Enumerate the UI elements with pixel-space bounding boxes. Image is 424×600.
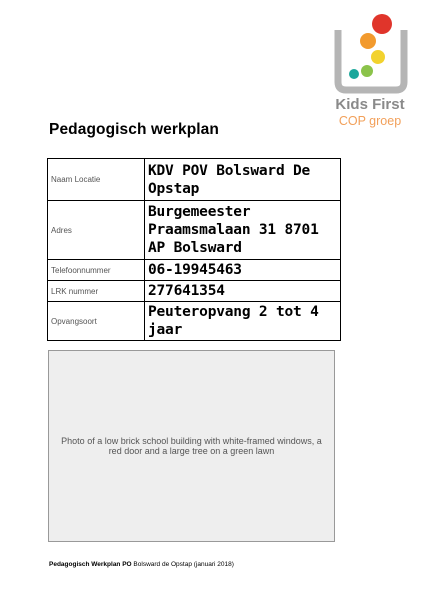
row-value: 06-19945463: [145, 260, 341, 281]
row-label: Naam Locatie: [48, 159, 145, 201]
row-label: Telefoonnummer: [48, 260, 145, 281]
page-footer: [49, 561, 234, 568]
building-photo: [48, 350, 335, 542]
row-value: Peuteropvang 2 tot 4 jaar: [145, 302, 341, 341]
table-row: [48, 260, 341, 281]
row-label: Adres: [48, 201, 145, 260]
row-label: LRK nummer: [48, 281, 145, 302]
row-label: Opvangsoort: [48, 302, 145, 341]
row-value: KDV POV Bolsward De Opstap: [145, 159, 341, 201]
logo-mark-icon: [330, 12, 410, 96]
location-info-table: [47, 158, 341, 341]
logo-subtitle: COP groep: [338, 114, 402, 128]
document-title: Pedagogisch werkplan: [49, 121, 219, 138]
logo-name: Kids First: [335, 96, 405, 113]
footer-bold: Pedagogisch Werkplan PO: [49, 561, 132, 568]
kids-first-logo: [330, 12, 410, 130]
photo-placeholder: Photo of a low brick school building with white-framed windows, a red door and a large tree on a green lawn: [61, 436, 322, 456]
footer-text: Bolsward de Opstap (januari 2018): [133, 561, 234, 568]
table-row: [48, 201, 341, 260]
row-value: Burgemeester Praamsmalaan 31 8701 AP Bolsward: [145, 201, 341, 260]
table-row: [48, 281, 341, 302]
row-value: 277641354: [145, 281, 341, 302]
table-row: [48, 159, 341, 201]
table-row: [48, 302, 341, 341]
